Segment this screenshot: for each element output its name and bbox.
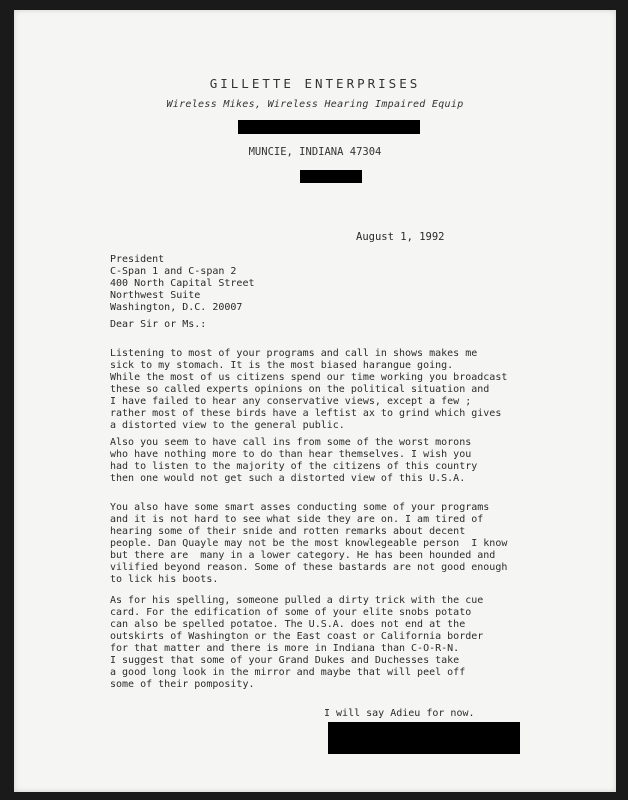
text-line: card. For the edification of some of your elite snobs potato [110,607,472,618]
address-line: Washington, D.C. 20007 [110,302,243,313]
redaction-bar [328,722,520,754]
letter [14,10,616,792]
address-line: 400 North Capital Street [110,278,255,289]
text-line: and it is not hard to see what side they are on. I am tired of [110,514,484,525]
company-tagline: Wireless Mikes, Wireless Hearing Impaired Equip [166,99,464,110]
text-line: While the most of us citizens spend our time working you broadcast [110,372,508,383]
text-line: can also be spelled potatoe. The U.S.A. does not end at the [110,619,466,630]
text-line: these so called experts opinions on the political situation and [110,384,490,395]
recipient-address [110,254,255,314]
text-line: sick to my stomach. It is the most biased harangue going. [110,360,454,371]
body-paragraph [110,595,483,691]
company-city: MUNCIE, INDIANA 47304 [248,146,382,158]
text-line: then one would not get such a distorted view of this U.S.A. [110,473,466,484]
body-paragraph [110,502,507,586]
company-name: GILLETTE ENTERPRISES [209,76,421,91]
text-line: for that matter and there is more in Indiana than C-O-R-N. [110,643,460,654]
text-line: Also you seem to have call ins from some of the worst morons [110,437,472,448]
text-line: hearing some of their snide and rotten remarks about decent [110,526,466,537]
text-line: I have failed to hear any conservative views, except a few ; [110,396,472,407]
text-line: I suggest that some of your Grand Dukes and Duchesses take [110,655,460,666]
salutation: Dear Sir or Ms.: [110,319,207,330]
address-line: C-Span 1 and C-span 2 [110,266,237,277]
closing-line: I will say Adieu for now. [324,708,475,719]
text-line: people. Dan Quayle may not be the most knowlegeable person I know [110,538,508,549]
text-line: but there are many in a lower category. He has been hounded and [110,550,496,561]
text-line: You also have some smart asses conducting some of your programs [110,502,490,513]
text-line: a distorted view to the general public. [110,420,345,431]
address-line: Northwest Suite [110,290,201,301]
text-line: had to listen to the majority of the citizens of this country [110,461,478,472]
text-line: rather most of these birds have a leftist ax to grind which gives [110,408,502,419]
text-line: As for his spelling, someone pulled a dirty trick with the cue [110,595,484,606]
text-line: a good long look in the mirror and maybe that will peel off [110,667,466,678]
text-line: to lick his boots. [110,574,219,585]
body-paragraph [110,348,507,432]
text-line: who have nothing more to do than hear themselves. I wish you [110,449,472,460]
address-line: President [110,254,165,265]
text-line: Listening to most of your programs and call in shows makes me [110,348,478,359]
text-line: outskirts of Washington or the East coast or California border [110,631,484,642]
redaction-bar [300,170,362,183]
text-line: vilified beyond reason. Some of these bastards are not good enough [110,562,508,573]
letter-page [14,10,616,792]
text-line: some of their pomposity. [110,679,255,690]
body-paragraph [110,437,477,485]
redaction-bar [238,120,420,134]
letter-date: August 1, 1992 [356,231,445,243]
